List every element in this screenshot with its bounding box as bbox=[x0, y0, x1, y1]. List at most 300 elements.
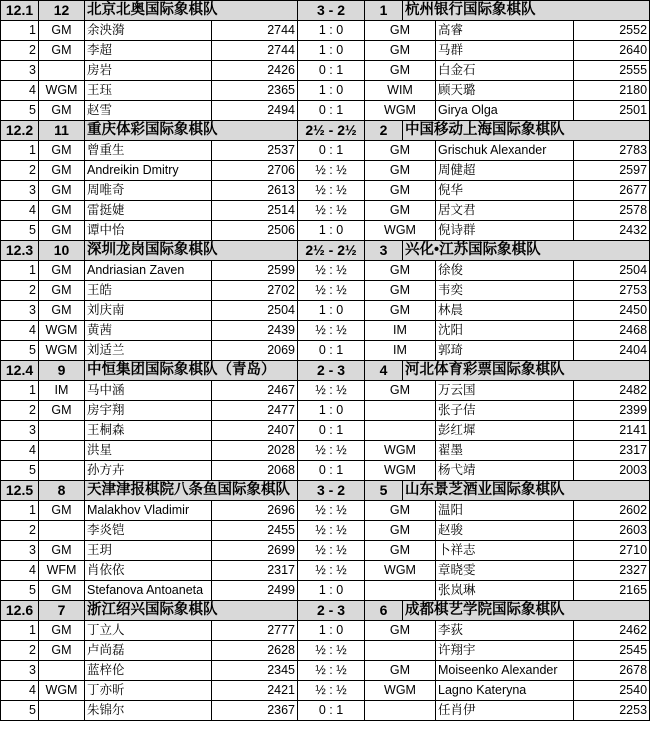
away-player-name: 高睿 bbox=[436, 21, 574, 41]
away-team-name: 杭州银行国际象棋队 bbox=[403, 1, 650, 21]
home-player-rating: 2439 bbox=[212, 321, 298, 341]
match-header-row bbox=[1, 1, 650, 21]
game-result: ½ : ½ bbox=[298, 321, 365, 341]
home-player-name: 曾重生 bbox=[85, 141, 212, 161]
home-team-number: 7 bbox=[39, 601, 85, 621]
away-player-rating: 2678 bbox=[574, 661, 650, 681]
away-player-title: WGM bbox=[365, 681, 436, 701]
away-player-title bbox=[365, 581, 436, 601]
board-number: 4 bbox=[1, 81, 39, 101]
home-player-rating: 2365 bbox=[212, 81, 298, 101]
away-player-title bbox=[365, 421, 436, 441]
home-player-name: 王皓 bbox=[85, 281, 212, 301]
home-player-rating: 2494 bbox=[212, 101, 298, 121]
home-player-name: 周唯奇 bbox=[85, 181, 212, 201]
away-player-rating: 2540 bbox=[574, 681, 650, 701]
away-player-title: GM bbox=[365, 161, 436, 181]
board-number: 2 bbox=[1, 41, 39, 61]
home-player-name: 房岩 bbox=[85, 61, 212, 81]
board-number: 1 bbox=[1, 381, 39, 401]
match-header-row bbox=[1, 241, 650, 261]
away-player-name: 万云国 bbox=[436, 381, 574, 401]
home-player-name: 卢尚磊 bbox=[85, 641, 212, 661]
away-player-name: 居文君 bbox=[436, 201, 574, 221]
home-player-name: 雷挺婕 bbox=[85, 201, 212, 221]
board-row bbox=[1, 401, 650, 421]
home-player-name: Andreikin Dmitry bbox=[85, 161, 212, 181]
board-row bbox=[1, 261, 650, 281]
board-row bbox=[1, 461, 650, 481]
round-number: 12.4 bbox=[1, 361, 39, 381]
board-number: 2 bbox=[1, 521, 39, 541]
away-player-rating: 2783 bbox=[574, 141, 650, 161]
away-player-name: Moiseenko Alexander bbox=[436, 661, 574, 681]
board-row bbox=[1, 681, 650, 701]
away-player-name: Grischuk Alexander bbox=[436, 141, 574, 161]
home-player-name: 王桐森 bbox=[85, 421, 212, 441]
game-result: ½ : ½ bbox=[298, 441, 365, 461]
away-player-name: Lagno Kateryna bbox=[436, 681, 574, 701]
home-player-name: Andriasian Zaven bbox=[85, 261, 212, 281]
away-player-name: 林晨 bbox=[436, 301, 574, 321]
away-player-rating: 2552 bbox=[574, 21, 650, 41]
away-player-title: GM bbox=[365, 501, 436, 521]
board-number: 3 bbox=[1, 61, 39, 81]
away-team-number: 2 bbox=[365, 121, 403, 141]
away-player-title: GM bbox=[365, 661, 436, 681]
match-score: 3 - 2 bbox=[298, 481, 365, 501]
away-player-title: GM bbox=[365, 621, 436, 641]
board-number: 2 bbox=[1, 401, 39, 421]
away-player-rating: 2640 bbox=[574, 41, 650, 61]
away-player-title bbox=[365, 641, 436, 661]
home-player-rating: 2345 bbox=[212, 661, 298, 681]
round-number: 12.1 bbox=[1, 1, 39, 21]
home-player-title: GM bbox=[39, 261, 85, 281]
away-player-rating: 2468 bbox=[574, 321, 650, 341]
home-player-title bbox=[39, 61, 85, 81]
home-player-name: 蓝梓伦 bbox=[85, 661, 212, 681]
home-player-title: GM bbox=[39, 181, 85, 201]
game-result: ½ : ½ bbox=[298, 201, 365, 221]
away-player-name: 倪诗群 bbox=[436, 221, 574, 241]
away-player-rating: 2253 bbox=[574, 701, 650, 721]
board-number: 3 bbox=[1, 661, 39, 681]
board-number: 1 bbox=[1, 261, 39, 281]
game-result: 0 : 1 bbox=[298, 461, 365, 481]
home-player-rating: 2628 bbox=[212, 641, 298, 661]
home-player-title: GM bbox=[39, 221, 85, 241]
away-player-name: 翟墨 bbox=[436, 441, 574, 461]
away-player-rating: 2555 bbox=[574, 61, 650, 81]
home-player-rating: 2317 bbox=[212, 561, 298, 581]
away-player-title: IM bbox=[365, 321, 436, 341]
home-player-rating: 2599 bbox=[212, 261, 298, 281]
home-player-rating: 2455 bbox=[212, 521, 298, 541]
board-row bbox=[1, 321, 650, 341]
home-team-name: 天津津报棋院八条鱼国际象棋队 bbox=[85, 481, 298, 501]
game-result: 0 : 1 bbox=[298, 101, 365, 121]
home-team-number: 12 bbox=[39, 1, 85, 21]
away-player-name: 杨弋靖 bbox=[436, 461, 574, 481]
home-player-title: GM bbox=[39, 161, 85, 181]
game-result: ½ : ½ bbox=[298, 561, 365, 581]
away-player-title: WGM bbox=[365, 221, 436, 241]
away-player-rating: 2603 bbox=[574, 521, 650, 541]
board-number: 5 bbox=[1, 461, 39, 481]
away-player-rating: 2602 bbox=[574, 501, 650, 521]
home-player-name: 朱锦尔 bbox=[85, 701, 212, 721]
away-player-title: WGM bbox=[365, 101, 436, 121]
game-result: ½ : ½ bbox=[298, 181, 365, 201]
home-player-rating: 2068 bbox=[212, 461, 298, 481]
home-player-title: GM bbox=[39, 281, 85, 301]
home-team-number: 8 bbox=[39, 481, 85, 501]
board-row bbox=[1, 581, 650, 601]
home-player-title: WFM bbox=[39, 561, 85, 581]
game-result: ½ : ½ bbox=[298, 261, 365, 281]
board-row bbox=[1, 341, 650, 361]
home-team-name: 深圳龙岗国际象棋队 bbox=[85, 241, 298, 261]
board-row bbox=[1, 201, 650, 221]
away-team-number: 4 bbox=[365, 361, 403, 381]
away-player-name: 李荻 bbox=[436, 621, 574, 641]
away-player-rating: 2141 bbox=[574, 421, 650, 441]
home-player-title: GM bbox=[39, 541, 85, 561]
home-team-name: 浙江绍兴国际象棋队 bbox=[85, 601, 298, 621]
board-number: 5 bbox=[1, 701, 39, 721]
game-result: 0 : 1 bbox=[298, 141, 365, 161]
away-player-title: GM bbox=[365, 21, 436, 41]
home-player-rating: 2407 bbox=[212, 421, 298, 441]
board-row bbox=[1, 641, 650, 661]
away-player-name: 马群 bbox=[436, 41, 574, 61]
game-result: 1 : 0 bbox=[298, 581, 365, 601]
away-player-title: GM bbox=[365, 181, 436, 201]
board-row bbox=[1, 421, 650, 441]
home-player-rating: 2777 bbox=[212, 621, 298, 641]
home-player-title: GM bbox=[39, 141, 85, 161]
game-result: 1 : 0 bbox=[298, 401, 365, 421]
away-player-name: 顾天璐 bbox=[436, 81, 574, 101]
away-player-title: GM bbox=[365, 281, 436, 301]
home-player-title: GM bbox=[39, 581, 85, 601]
match-score: 2 - 3 bbox=[298, 361, 365, 381]
away-player-title bbox=[365, 401, 436, 421]
away-player-title: GM bbox=[365, 381, 436, 401]
home-player-name: 王玥 bbox=[85, 541, 212, 561]
home-player-rating: 2504 bbox=[212, 301, 298, 321]
away-player-rating: 2462 bbox=[574, 621, 650, 641]
board-number: 4 bbox=[1, 441, 39, 461]
away-player-title: GM bbox=[365, 41, 436, 61]
away-player-title: GM bbox=[365, 261, 436, 281]
away-player-title bbox=[365, 701, 436, 721]
home-player-rating: 2499 bbox=[212, 581, 298, 601]
home-player-rating: 2537 bbox=[212, 141, 298, 161]
board-number: 2 bbox=[1, 641, 39, 661]
away-player-name: 张子佶 bbox=[436, 401, 574, 421]
board-number: 3 bbox=[1, 181, 39, 201]
away-player-rating: 2578 bbox=[574, 201, 650, 221]
board-row bbox=[1, 561, 650, 581]
home-player-rating: 2699 bbox=[212, 541, 298, 561]
game-result: 1 : 0 bbox=[298, 621, 365, 641]
away-player-rating: 2327 bbox=[574, 561, 650, 581]
away-team-number: 1 bbox=[365, 1, 403, 21]
round-number: 12.3 bbox=[1, 241, 39, 261]
home-player-title: WGM bbox=[39, 81, 85, 101]
board-number: 3 bbox=[1, 541, 39, 561]
board-number: 1 bbox=[1, 141, 39, 161]
board-number: 5 bbox=[1, 341, 39, 361]
home-player-rating: 2477 bbox=[212, 401, 298, 421]
board-row bbox=[1, 21, 650, 41]
home-player-name: 洪星 bbox=[85, 441, 212, 461]
away-team-number: 5 bbox=[365, 481, 403, 501]
home-player-title bbox=[39, 461, 85, 481]
home-player-title: GM bbox=[39, 21, 85, 41]
home-team-name: 北京北奥国际象棋队 bbox=[85, 1, 298, 21]
board-number: 4 bbox=[1, 321, 39, 341]
away-player-rating: 2545 bbox=[574, 641, 650, 661]
match-header-row bbox=[1, 121, 650, 141]
away-player-rating: 2165 bbox=[574, 581, 650, 601]
board-row bbox=[1, 521, 650, 541]
board-row bbox=[1, 221, 650, 241]
home-player-name: Stefanova Antoaneta bbox=[85, 581, 212, 601]
home-player-title: GM bbox=[39, 621, 85, 641]
game-result: 0 : 1 bbox=[298, 701, 365, 721]
away-player-name: 白金石 bbox=[436, 61, 574, 81]
away-player-rating: 2450 bbox=[574, 301, 650, 321]
home-player-name: 孙方卉 bbox=[85, 461, 212, 481]
home-player-title: WGM bbox=[39, 681, 85, 701]
home-player-title: GM bbox=[39, 41, 85, 61]
board-number: 5 bbox=[1, 101, 39, 121]
home-player-name: 李超 bbox=[85, 41, 212, 61]
away-team-name: 山东景芝酒业国际象棋队 bbox=[403, 481, 650, 501]
game-result: ½ : ½ bbox=[298, 501, 365, 521]
home-player-title bbox=[39, 701, 85, 721]
board-number: 1 bbox=[1, 501, 39, 521]
home-player-rating: 2514 bbox=[212, 201, 298, 221]
home-player-name: 赵雪 bbox=[85, 101, 212, 121]
home-player-rating: 2702 bbox=[212, 281, 298, 301]
home-player-rating: 2367 bbox=[212, 701, 298, 721]
home-player-title: GM bbox=[39, 301, 85, 321]
home-player-name: 黄茜 bbox=[85, 321, 212, 341]
board-row bbox=[1, 441, 650, 461]
away-team-name: 中国移动上海国际象棋队 bbox=[403, 121, 650, 141]
home-player-rating: 2706 bbox=[212, 161, 298, 181]
game-result: 1 : 0 bbox=[298, 41, 365, 61]
away-player-name: Girya Olga bbox=[436, 101, 574, 121]
board-number: 4 bbox=[1, 681, 39, 701]
away-player-name: 温阳 bbox=[436, 501, 574, 521]
home-player-rating: 2744 bbox=[212, 21, 298, 41]
home-player-title: GM bbox=[39, 201, 85, 221]
home-player-title: GM bbox=[39, 401, 85, 421]
home-player-name: 肖依依 bbox=[85, 561, 212, 581]
game-result: ½ : ½ bbox=[298, 641, 365, 661]
away-player-name: 倪华 bbox=[436, 181, 574, 201]
away-player-name: 徐俊 bbox=[436, 261, 574, 281]
home-player-name: 房宇翔 bbox=[85, 401, 212, 421]
away-player-title: WGM bbox=[365, 441, 436, 461]
away-player-title: WGM bbox=[365, 461, 436, 481]
away-player-name: 郭琦 bbox=[436, 341, 574, 361]
home-player-name: 刘庆南 bbox=[85, 301, 212, 321]
away-player-title: GM bbox=[365, 301, 436, 321]
home-player-title bbox=[39, 421, 85, 441]
board-number: 2 bbox=[1, 161, 39, 181]
away-team-name: 成都棋艺学院国际象棋队 bbox=[403, 601, 650, 621]
home-team-name: 中恒集团国际象棋队（青岛） bbox=[85, 361, 298, 381]
home-player-rating: 2421 bbox=[212, 681, 298, 701]
away-player-title: GM bbox=[365, 61, 436, 81]
round-number: 12.5 bbox=[1, 481, 39, 501]
home-player-name: 丁亦昕 bbox=[85, 681, 212, 701]
game-result: 0 : 1 bbox=[298, 61, 365, 81]
away-player-name: 许翔宇 bbox=[436, 641, 574, 661]
game-result: 1 : 0 bbox=[298, 221, 365, 241]
home-player-title bbox=[39, 441, 85, 461]
home-player-title: WGM bbox=[39, 321, 85, 341]
board-row bbox=[1, 301, 650, 321]
away-player-rating: 2710 bbox=[574, 541, 650, 561]
board-number: 4 bbox=[1, 201, 39, 221]
game-result: ½ : ½ bbox=[298, 281, 365, 301]
away-player-rating: 2597 bbox=[574, 161, 650, 181]
game-result: 0 : 1 bbox=[298, 421, 365, 441]
board-row bbox=[1, 61, 650, 81]
home-player-name: 王珏 bbox=[85, 81, 212, 101]
home-team-number: 10 bbox=[39, 241, 85, 261]
home-team-name: 重庆体彩国际象棋队 bbox=[85, 121, 298, 141]
away-player-rating: 2432 bbox=[574, 221, 650, 241]
home-player-name: 刘适兰 bbox=[85, 341, 212, 361]
board-row bbox=[1, 621, 650, 641]
home-player-rating: 2426 bbox=[212, 61, 298, 81]
away-player-rating: 2003 bbox=[574, 461, 650, 481]
board-row bbox=[1, 541, 650, 561]
board-row bbox=[1, 181, 650, 201]
board-row bbox=[1, 81, 650, 101]
game-result: ½ : ½ bbox=[298, 541, 365, 561]
home-player-rating: 2069 bbox=[212, 341, 298, 361]
board-number: 4 bbox=[1, 561, 39, 581]
board-row bbox=[1, 661, 650, 681]
home-player-title: GM bbox=[39, 641, 85, 661]
match-score: 3 - 2 bbox=[298, 1, 365, 21]
home-player-name: Malakhov Vladimir bbox=[85, 501, 212, 521]
away-player-name: 赵骏 bbox=[436, 521, 574, 541]
away-player-rating: 2501 bbox=[574, 101, 650, 121]
away-player-name: 任肖伊 bbox=[436, 701, 574, 721]
away-player-title: WGM bbox=[365, 561, 436, 581]
home-team-number: 9 bbox=[39, 361, 85, 381]
away-player-title: GM bbox=[365, 521, 436, 541]
game-result: ½ : ½ bbox=[298, 161, 365, 181]
away-player-title: GM bbox=[365, 541, 436, 561]
game-result: 1 : 0 bbox=[298, 21, 365, 41]
away-player-name: 韦奕 bbox=[436, 281, 574, 301]
home-player-title bbox=[39, 521, 85, 541]
game-result: ½ : ½ bbox=[298, 661, 365, 681]
away-player-name: 卜祥志 bbox=[436, 541, 574, 561]
board-row bbox=[1, 701, 650, 721]
home-player-rating: 2696 bbox=[212, 501, 298, 521]
home-team-number: 11 bbox=[39, 121, 85, 141]
board-row bbox=[1, 281, 650, 301]
game-result: ½ : ½ bbox=[298, 521, 365, 541]
match-score: 2½ - 2½ bbox=[298, 121, 365, 141]
away-player-name: 周健超 bbox=[436, 161, 574, 181]
board-row bbox=[1, 501, 650, 521]
game-result: ½ : ½ bbox=[298, 381, 365, 401]
board-row bbox=[1, 161, 650, 181]
away-player-title: WIM bbox=[365, 81, 436, 101]
away-player-name: 沈阳 bbox=[436, 321, 574, 341]
board-row bbox=[1, 381, 650, 401]
away-team-number: 6 bbox=[365, 601, 403, 621]
board-number: 2 bbox=[1, 281, 39, 301]
away-team-name: 河北体育彩票国际象棋队 bbox=[403, 361, 650, 381]
away-player-name: 章晓雯 bbox=[436, 561, 574, 581]
board-row bbox=[1, 141, 650, 161]
game-result: 1 : 0 bbox=[298, 81, 365, 101]
away-player-rating: 2753 bbox=[574, 281, 650, 301]
away-player-title: GM bbox=[365, 141, 436, 161]
away-player-rating: 2399 bbox=[574, 401, 650, 421]
home-player-title bbox=[39, 661, 85, 681]
board-row bbox=[1, 101, 650, 121]
match-header-row bbox=[1, 601, 650, 621]
home-player-rating: 2467 bbox=[212, 381, 298, 401]
home-player-title: GM bbox=[39, 101, 85, 121]
away-player-name: 张岚琳 bbox=[436, 581, 574, 601]
game-result: 1 : 0 bbox=[298, 301, 365, 321]
away-player-title: GM bbox=[365, 201, 436, 221]
away-player-rating: 2504 bbox=[574, 261, 650, 281]
board-number: 1 bbox=[1, 21, 39, 41]
home-player-title: WGM bbox=[39, 341, 85, 361]
match-score: 2½ - 2½ bbox=[298, 241, 365, 261]
home-player-title: GM bbox=[39, 501, 85, 521]
home-player-name: 马中涵 bbox=[85, 381, 212, 401]
away-player-rating: 2677 bbox=[574, 181, 650, 201]
home-player-title: IM bbox=[39, 381, 85, 401]
away-team-name: 兴化•江苏国际象棋队 bbox=[403, 241, 650, 261]
game-result: 0 : 1 bbox=[298, 341, 365, 361]
away-player-rating: 2404 bbox=[574, 341, 650, 361]
home-player-rating: 2613 bbox=[212, 181, 298, 201]
round-number: 12.2 bbox=[1, 121, 39, 141]
board-number: 3 bbox=[1, 421, 39, 441]
board-row bbox=[1, 41, 650, 61]
home-player-rating: 2506 bbox=[212, 221, 298, 241]
match-header-row bbox=[1, 361, 650, 381]
board-number: 5 bbox=[1, 221, 39, 241]
board-number: 5 bbox=[1, 581, 39, 601]
home-player-name: 谭中怡 bbox=[85, 221, 212, 241]
away-player-title: IM bbox=[365, 341, 436, 361]
game-result: ½ : ½ bbox=[298, 681, 365, 701]
home-player-name: 丁立人 bbox=[85, 621, 212, 641]
away-team-number: 3 bbox=[365, 241, 403, 261]
board-number: 1 bbox=[1, 621, 39, 641]
